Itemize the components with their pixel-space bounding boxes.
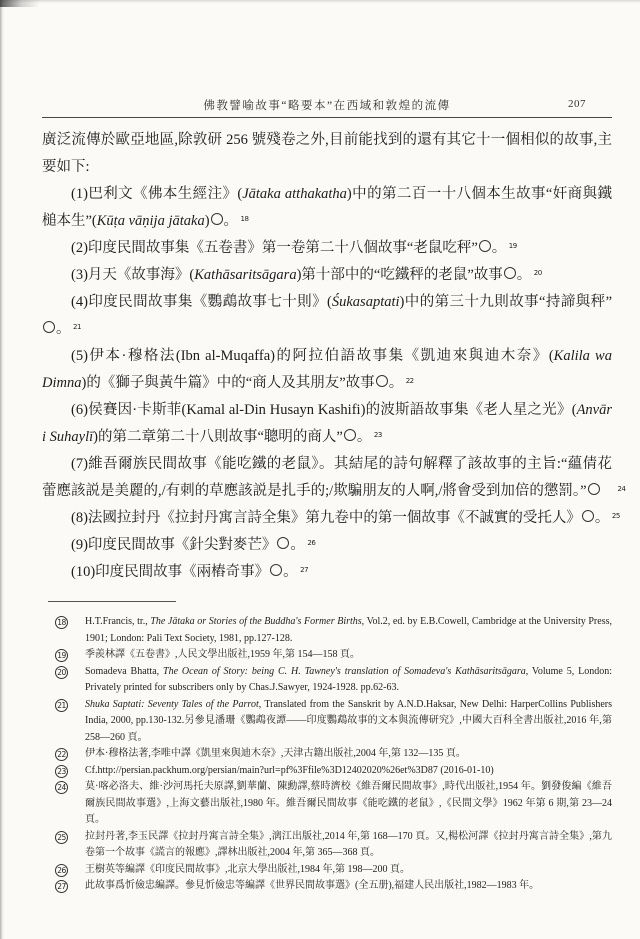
footnote-marker: 27	[55, 880, 68, 893]
text-run: 莫·喀必洛夫、維·沙河馬托夫原譯,劉華蘭、陳勳譯,蔡時濟校《維吾爾民間故事》,時代出版社,1954 年。劉發俊編《維吾爾族民間故事選》,上海文藝出版社,1980 年。維吾爾民間故事《能吃鐵的老鼠》,《民間文學》1962 年第 6 期,第 23—24 頁。	[85, 781, 612, 825]
list-item	[42, 505, 620, 532]
list-item	[42, 451, 626, 505]
text-run: 拉封丹著,李玉民譯《拉封丹寓言詩全集》,漓江出版社,2014 年,第 168—170 頁。又,楊松河譯《拉封丹寓言詩全集》,第九卷第一个故事《謊言的報應》,譯林出版社,2004 年,第 365—368 頁。	[85, 830, 612, 858]
text-run: Shuka Saptati: Seventy Tales of the Parrot	[85, 698, 259, 710]
footnote-text	[85, 748, 466, 759]
text-run: 。	[516, 267, 532, 283]
running-head-title: 佛教譬喻故事“略要本”在西域和敦煌的流傳	[203, 100, 451, 112]
footnote-text	[85, 699, 612, 743]
text-run: (6)侯賽因·卡斯菲(Kamal al-Din Husayn Kashifi)的波斯語故事集《老人星之光》(	[71, 402, 577, 418]
text-run: Kathāsaritsāgara	[194, 267, 297, 283]
footnote-separator	[48, 601, 176, 602]
footnote-ref-marker: 27	[270, 564, 282, 576]
footnote-item	[42, 647, 612, 664]
text-run: (4)印度民間故事集《鸚鵡故事七十則》(	[71, 294, 332, 310]
footnote-item	[42, 664, 612, 697]
text-run: Cf.http://persian.packhum.org/persian/main?url=pf%3Ffile%3D12402020%26et%3D87 (2016-01-10)	[85, 764, 494, 776]
page-content	[42, 127, 626, 895]
footnote-ref-marker: 21	[43, 321, 55, 333]
intro-paragraph: 廣泛流傳於歐亞地區,除敦研 256 號殘卷之外,目前能找到的還有其它十一個相似的故事,主要如下:	[42, 132, 612, 175]
footnote-item	[42, 697, 612, 747]
footnote-marker: 19	[55, 649, 68, 662]
footnote-marker: 26	[55, 864, 68, 877]
list-item	[42, 532, 612, 559]
footnote-ref-marker: 23	[344, 429, 356, 441]
text-run: , Volume 5, London: Privately printed for subscribers only by Chas.J.Sawyer, 1924-1928. pp.62-63.	[85, 665, 612, 693]
body-items	[42, 181, 626, 586]
text-run: The Jātaka or Stories of the Buddha's Former Births	[150, 616, 362, 627]
text-run: )中的第三十九則故事“持諦與秤”	[399, 294, 613, 310]
scan-edge-top	[0, 0, 640, 3]
footnote-marker: 23	[55, 765, 68, 778]
text-run: (9)印度民間故事《針尖對麥芒》	[71, 537, 277, 553]
text-run: )的第二章第二十八則故事“聰明的商人”	[93, 429, 343, 445]
text-run: Śukasaptati	[331, 294, 400, 310]
text-run: )中的第二百一十八個本生故事“奸商與鐵槌本生”(	[42, 186, 612, 229]
text-run: 王樹英等編譯《印度民間故事》,北京大學出版社,1984 年,第 198—200 頁。	[85, 863, 410, 875]
text-run: )的《獅子與黃牛篇》中的“商人及其朋友”故事	[81, 375, 375, 391]
footnote-marker: 18	[55, 616, 68, 629]
footnote-text	[85, 831, 612, 859]
footnote-item	[42, 829, 612, 862]
text-run: (10)印度民間故事《兩樁奇事》	[71, 564, 270, 580]
text-run: )	[204, 213, 210, 229]
footnote-item	[42, 746, 612, 763]
text-run: , Translated from the Sanskrit by A.N.D.Haksar, New Delhi: HarperCollins Publishers India, 2000, pp.130-132.另參見潘珊《鸚鵡夜譚——印度鸚鵡故事的文本與流傳研究》,中國大百科全書出版社,2016 年,第 258—260 頁。	[85, 698, 612, 743]
footnote-marker: 20	[55, 666, 68, 679]
footnote-text	[85, 649, 360, 660]
text-run: 。	[356, 429, 372, 445]
list-item	[42, 181, 612, 235]
text-run: 。	[223, 213, 239, 229]
text-run: , Vol.2, ed. by E.B.Cowell, Cambridge at the University Press, 1901; London: Pali Text Society, 1981, pp.127-128.	[85, 616, 612, 644]
footnote-ref-marker: 26	[277, 537, 289, 549]
text-run: 伊本·穆格法著,李唯中譯《凱里來與迪木奈》,天津古籍出版社,2004 年,第 132—135 頁。	[85, 748, 466, 759]
text-run: Jātaka atthakatha	[242, 186, 347, 202]
text-run: (7)維吾爾族民間故事《能吃鐵的老鼠》。其結尾的詩句解釋了該故事的主旨:“蘊倩花蕾應該説是美麗的,/有刺的草應該説是扎手的;/欺騙朋友的人啊,/將會受到加倍的懲罰。”	[42, 456, 612, 499]
footnotes	[42, 614, 612, 895]
text-run: Kūṭa vāṇija jātaka	[96, 213, 205, 229]
footnote-item	[42, 763, 612, 780]
footnote-text	[85, 765, 494, 776]
footnote-text	[85, 781, 612, 825]
text-run: (3)月天《故事海》(	[71, 267, 195, 283]
text-run: 。	[56, 321, 71, 337]
list-item	[42, 235, 612, 262]
text-run: The Ocean of Story: being C. H. Tawney's translation of Somadeva's Kathāsaritsāgara	[163, 665, 526, 677]
text-run: (2)印度民間故事集《五卷書》第一卷第二十八個故事“老鼠吃秤”	[71, 240, 478, 256]
footnote-text	[85, 880, 539, 891]
text-run: 。	[491, 240, 507, 256]
footnote-ref-marker: 22	[376, 375, 388, 387]
page-number: 207	[568, 98, 586, 110]
scan-smudge	[0, 0, 40, 7]
list-item	[42, 289, 612, 343]
footnote-marker: 25	[55, 831, 68, 844]
text-run: (1)巴利文《佛本生經注》(	[71, 186, 243, 202]
text-run: 。	[594, 510, 610, 526]
footnote-ref-marker: 24	[588, 483, 600, 495]
text-run: Somadeva Bhatta,	[85, 665, 164, 677]
list-item	[42, 343, 612, 397]
footnote-ref-marker: 20	[504, 267, 516, 279]
text-run: H.T.Francis, tr.,	[85, 616, 151, 627]
footnote-marker: 22	[55, 748, 68, 761]
list-item	[42, 397, 612, 451]
text-run: 季羨林譯《五卷書》,人民文學出版社,1959 年,第 154—158 頁。	[85, 649, 360, 660]
text-run: )第十部中的“吃鐵秤的老鼠”故事	[296, 267, 503, 283]
footnote-text	[85, 666, 612, 694]
footnote-ref-marker: 25	[582, 510, 594, 522]
footnote-marker: 21	[55, 699, 68, 712]
text-run: (8)法國拉封丹《拉封丹寓言詩全集》第九卷中的第一個故事《不誠實的受托人》	[71, 510, 581, 526]
text-run: 。	[388, 375, 404, 391]
scan-edge-left	[0, 0, 4, 939]
text-run: (5)伊本·穆格法(Ibn al-Muqaffa)的阿拉伯語故事集《凱迪來與迪木奈》(	[71, 348, 554, 364]
footnote-item	[42, 779, 612, 829]
page-header	[42, 97, 612, 113]
footnote-item	[42, 862, 612, 879]
text-run: 。	[290, 537, 305, 553]
header-rule	[42, 117, 612, 118]
footnote-ref-marker: 18	[211, 213, 223, 225]
footnote-text	[85, 864, 410, 875]
text-run: 此故事爲忻儉忠編譯。參見忻儉忠等編譯《世界民間故事選》(全五册),福建人民出版社,1982—1983 年。	[85, 880, 540, 891]
list-item	[42, 559, 612, 586]
footnote-text	[85, 616, 612, 644]
text-run: 。	[283, 564, 298, 580]
text-run: Anvār i Suhaylī	[42, 402, 612, 445]
footnote-item	[42, 878, 612, 895]
footnote-ref-marker: 19	[479, 240, 491, 252]
footnote-marker: 24	[55, 781, 68, 794]
list-item	[42, 262, 612, 289]
footnote-item	[42, 614, 612, 647]
text-run: Kalila wa Dimna	[42, 348, 612, 391]
